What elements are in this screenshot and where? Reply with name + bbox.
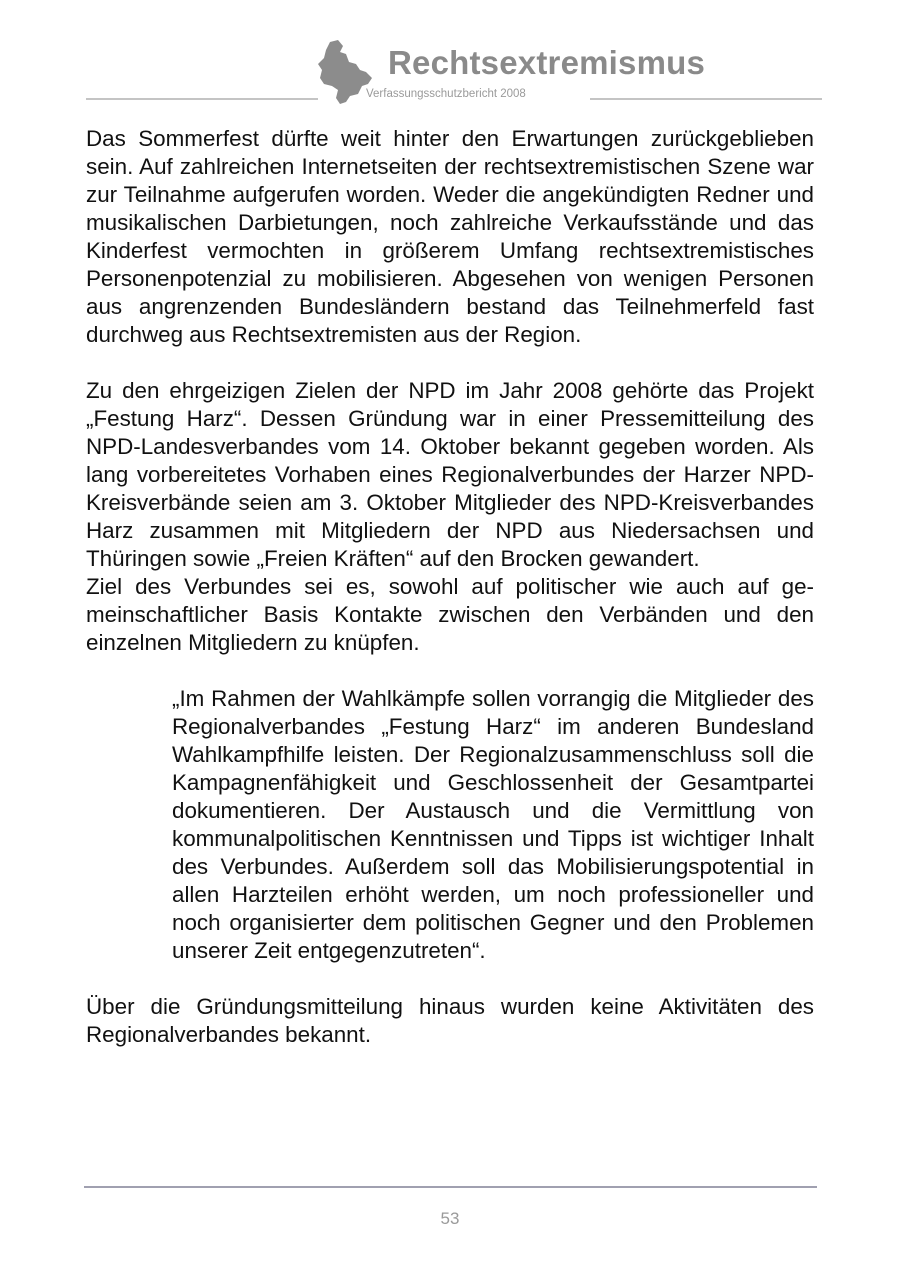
block-quote: „Im Rahmen der Wahlkämpfe sollen vorrangig die Mitglieder des Regionalverbandes „Festung Harz“ im anderen Bundesland Wahlkampfhilfe leisten. Der Regionalzusammenschluss soll die Kampagnenfähigkeit und Geschlossenheit der Gesamtpartei dokumentieren. Der Austausch und die Vermittlung von kommunalpolitischen Kenntnissen und Tipps ist wichtiger Inhalt des Verbundes. Außerdem soll das Mobilisierungspotential in allen Harzteilen erhöht werden, um noch professioneller und noch organisierter dem politischen Gegner und den Problemen unserer Zeit entgegenzutreten“. [172,686,814,963]
paragraph-festung-harz: Zu den ehrgeizigen Zielen der NPD im Jahr 2008 gehörte das Projekt „Festung Harz“. Dessen Gründung war in einer Pressemitteilung des NPD-Landesverbandes vom 14. Oktober bekannt gegeben worden. Als lang vorbereitetes Vorhaben eines Regionalverbundes der Harzer NPD-Kreisverbände seien am 3. Oktober Mitglieder des NPD-Kreisverbandes Harz zusammen mit Mitgliedern der NPD aus Niedersachsen und Thüringen sowie „Freien Kräften“ auf den Brocken gewandert. [86,378,814,571]
page-number: 53 [440,1209,460,1228]
page-header [0,0,900,110]
paragraph-sommerfest: Das Sommerfest dürfte weit hinter den Erwartungen zurückgeblieben sein. Auf zahlreichen Internetseiten der rechtsextremistischen Szene war zur Teilnahme aufgerufen worden. Weder die angekündigten Redner und musikalischen Darbietungen, noch zahlreiche Verkaufsstände und das Kinderfest vermochten in größerem Umfang rechtsextremistisches Personenpotenzial zu mobilisieren. Abgesehen von wenigen Personen aus angrenzenden Bundesländern bestand das Teilnehmerfeld fast durchweg aus Rechtsextremisten aus der Region. [86,126,814,347]
footer-rule [84,1186,817,1188]
header-rule-left [86,98,318,100]
header-title: Rechtsextremismus [388,44,706,81]
header-rule-right [590,98,822,100]
paragraph-gruendung: Über die Gründungsmitteilung hinaus wurden keine Aktivitäten des Regionalverbandes bekannt. [86,994,814,1047]
header-subtitle: Verfassungsschutzbericht 2008 [362,89,530,101]
paragraph-ziel-verbund: Ziel des Verbundes sei es, sowohl auf politischer wie auch auf gemeinschaftlicher Basis Kontakte zwischen den Verbänden und den einzelnen Mitgliedern zu knüpfen. [86,574,814,655]
page-content [86,125,814,1049]
